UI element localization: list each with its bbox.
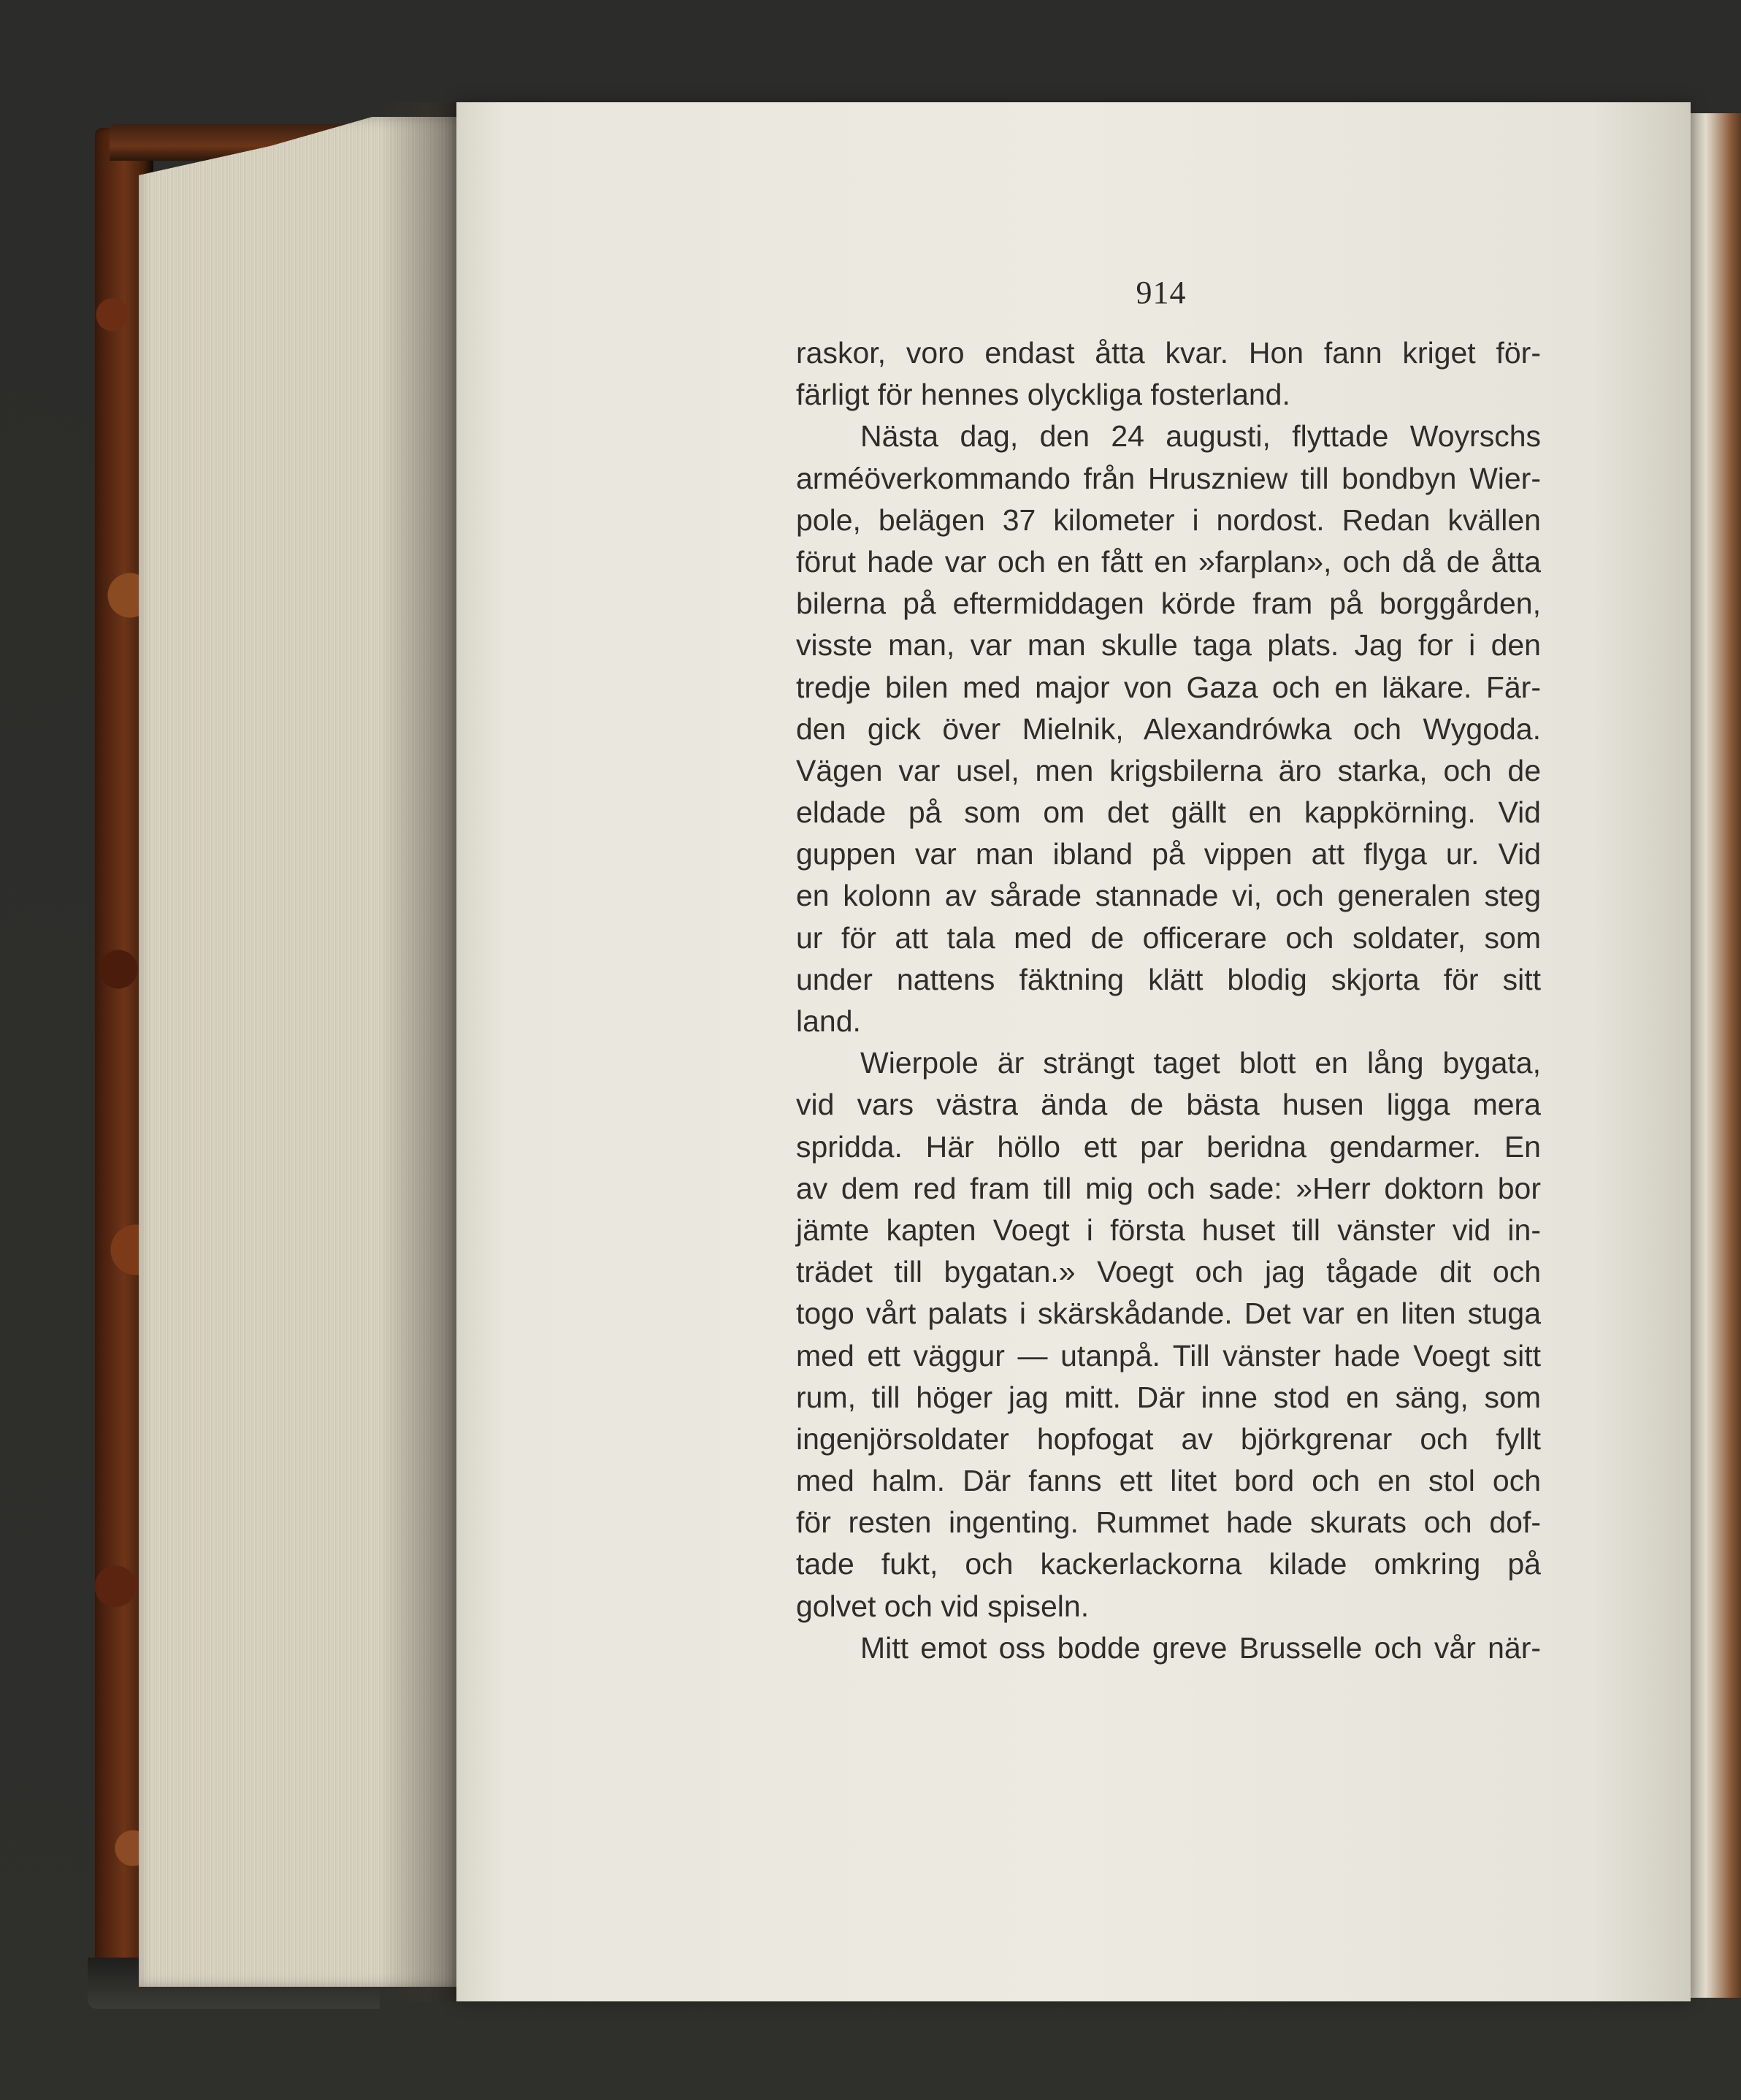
- text-line: vid vars västra ända de bästa husen ligga mera: [796, 1088, 1541, 1122]
- text-line: spridda. Här höllo ett par beridna gendarmer. En: [796, 1129, 1541, 1164]
- text-line: arméöverkommando från Hruszniew till bondbyn Wier-: [796, 461, 1541, 495]
- text-line: färligt för hennes olyckliga fosterland.: [796, 378, 1290, 412]
- text-line: med halm. Där fanns ett litet bord och en stol och: [796, 1464, 1541, 1498]
- text-line: land.: [796, 1004, 861, 1038]
- text-line: trädet till bygatan.» Voegt och jag tågade dit och: [796, 1255, 1541, 1289]
- text-line: med ett väggur — utanpå. Till vänster hade Voegt sitt: [796, 1338, 1541, 1372]
- text-line: av dem red fram till mig och sade: »Herr doktorn bor: [796, 1171, 1541, 1205]
- page-number: 914: [1136, 275, 1187, 310]
- text-line: tade fukt, och kackerlackorna kilade omkring på: [796, 1547, 1541, 1581]
- text-line: ingenjörsoldater hopfogat av björkgrenar och fyllt: [796, 1421, 1541, 1456]
- text-line: guppen var man ibland på vippen att flyga ur. Vid: [796, 837, 1541, 871]
- text-line: förut hade var och en fått en »farplan», och då de åtta: [796, 544, 1541, 579]
- next-page-edge: [1691, 113, 1741, 1998]
- text-line: eldade på som om det gällt en kappkörning. Vid: [796, 795, 1541, 830]
- body-text: [796, 332, 1541, 1669]
- text-line: under nattens fäktning klätt blodig skjorta för sitt: [796, 962, 1541, 996]
- text-line: Wierpole är strängt taget blott en lång bygata,: [860, 1046, 1541, 1080]
- text-line: tredje bilen med major von Gaza och en läkare. Fär-: [796, 670, 1541, 704]
- text-line: jämte kapten Voegt i första huset till vänster vid in-: [796, 1213, 1541, 1247]
- text-line: Mitt emot oss bodde greve Brusselle och vår när-: [860, 1630, 1541, 1665]
- text-line: togo vårt palats i skärskådande. Det var en liten stuga: [796, 1297, 1541, 1331]
- text-line: Vägen var usel, men krigsbilerna äro starka, och de: [796, 753, 1541, 787]
- text-line: för resten ingenting. Rummet hade skurats och dof-: [796, 1505, 1541, 1540]
- text-line: golvet och vid spiseln.: [796, 1589, 1090, 1623]
- text-line: Nästa dag, den 24 augusti, flyttade Woyrschs: [860, 419, 1541, 454]
- text-line: pole, belägen 37 kilometer i nordost. Redan kvällen: [796, 503, 1541, 537]
- text-line: visste man, var man skulle taga plats. Jag for i den: [796, 628, 1541, 663]
- page-edge-shadow: [380, 102, 460, 2001]
- text-line: raskor, voro endast åtta kvar. Hon fann kriget för-: [796, 336, 1541, 370]
- text-line: en kolonn av sårade stannade vi, och generalen steg: [796, 879, 1541, 913]
- text-line: den gick över Mielnik, Alexandrówka och Wygoda.: [796, 711, 1541, 746]
- text-line: bilerna på eftermiddagen körde fram på borggården,: [796, 587, 1541, 621]
- text-line: ur för att tala med de officerare och soldater, som: [796, 920, 1541, 955]
- text-line: rum, till höger jag mitt. Där inne stod en säng, som: [796, 1380, 1541, 1414]
